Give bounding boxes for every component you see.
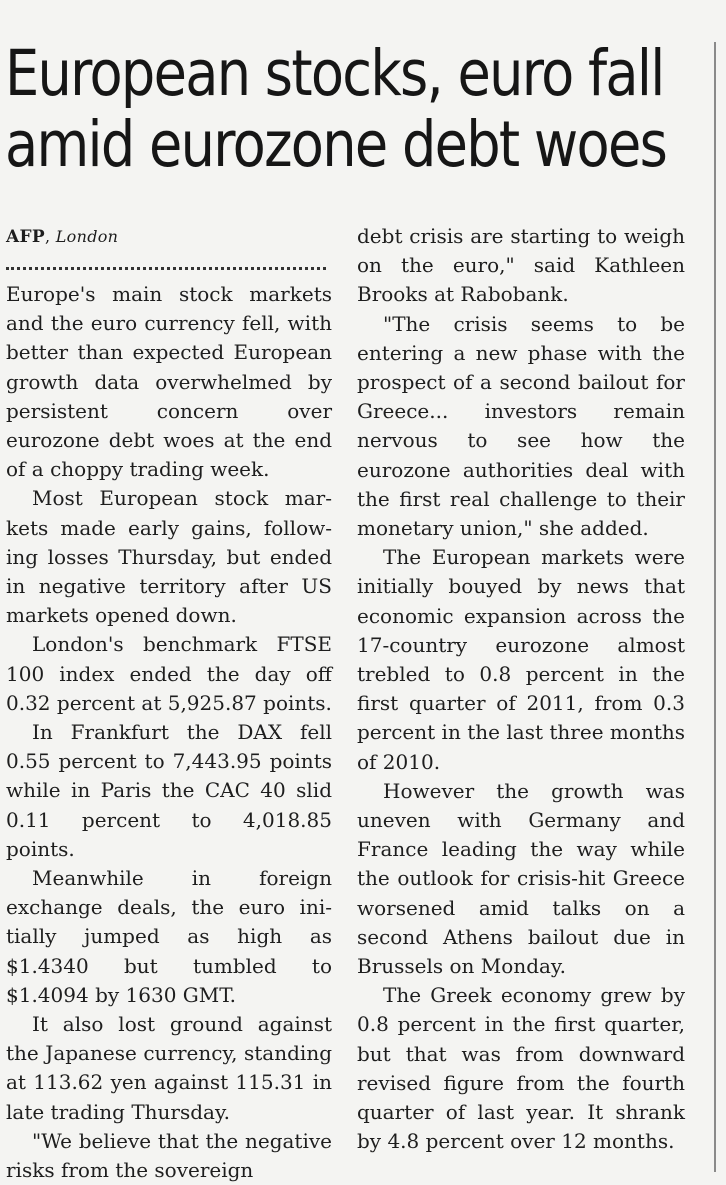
paragraph: Most European stock markets made early gains, following losses Thursday, but ended in negative territory after US markets opened down.	[6, 486, 332, 628]
paragraph: "The crisis seems to be entering a new phase with the prospect of a second bailout for Greece... investors remain nervous to see how the eurozone authorities deal with the first real challenge to their monetary union," she added.	[357, 311, 685, 541]
article-column-left	[6, 222, 332, 1185]
paragraph: However the growth was uneven with Germany and France leading the way while the outlook for crisis-hit Greece worsened amid talks on a second Athens bailout due in Brussels on Monday.	[357, 778, 685, 979]
byline	[6, 222, 332, 251]
paragraph: The European markets were initially bouyed by news that economic expansion across the 17-country eurozone almost trebled to 0.8 percent in the first quarter of 2011, from 0.3 percent in the last three months of 2010.	[357, 545, 685, 774]
paragraph: London's benchmark FTSE 100 index ended the day off 0.32 percent at 5,925.87 points.	[6, 632, 332, 715]
paragraph: It also lost ground against the Japanese currency, standing at 113.62 yen against 115.31 in late trading Thursday.	[6, 1012, 332, 1124]
byline-agency: AFP	[6, 227, 45, 247]
dotted-divider	[6, 251, 332, 280]
paragraph: debt crisis are starting to weigh on the euro," said Kathleen Brooks at Rabobank.	[357, 224, 685, 307]
headline-line-2: amid eurozone debt woes	[5, 108, 667, 181]
headline-line-1: European stocks, euro fall	[5, 37, 664, 110]
article-column-right	[357, 222, 685, 1157]
byline-separator: ,	[44, 227, 56, 246]
paragraph: Europe's main stock markets and the euro currency fell, with better than expected European growth data overwhelmed by persistent concern over eurozone debt woes at the end of a choppy trading week.	[6, 282, 332, 482]
paragraph: Meanwhile in foreign exchange deals, the euro initially jumped as high as $1.4340 but tumbled to $1.4094 by 1630 GMT.	[6, 866, 332, 1007]
headline	[5, 37, 667, 181]
byline-place: London	[55, 227, 119, 246]
paragraph: In Frankfurt the DAX fell 0.55 percent to 7,443.95 points while in Paris the CAC 40 slid 0.11 percent to 4,018.85 points.	[6, 720, 332, 861]
column-rule	[714, 42, 716, 1172]
paragraph: The Greek economy grew by 0.8 percent in the first quarter, but that was from downward revised figure from the fourth quarter of last year. It shrank by 4.8 percent over 12 months.	[357, 983, 685, 1154]
paragraph: "We believe that the negative risks from the sovereign	[6, 1128, 332, 1183]
